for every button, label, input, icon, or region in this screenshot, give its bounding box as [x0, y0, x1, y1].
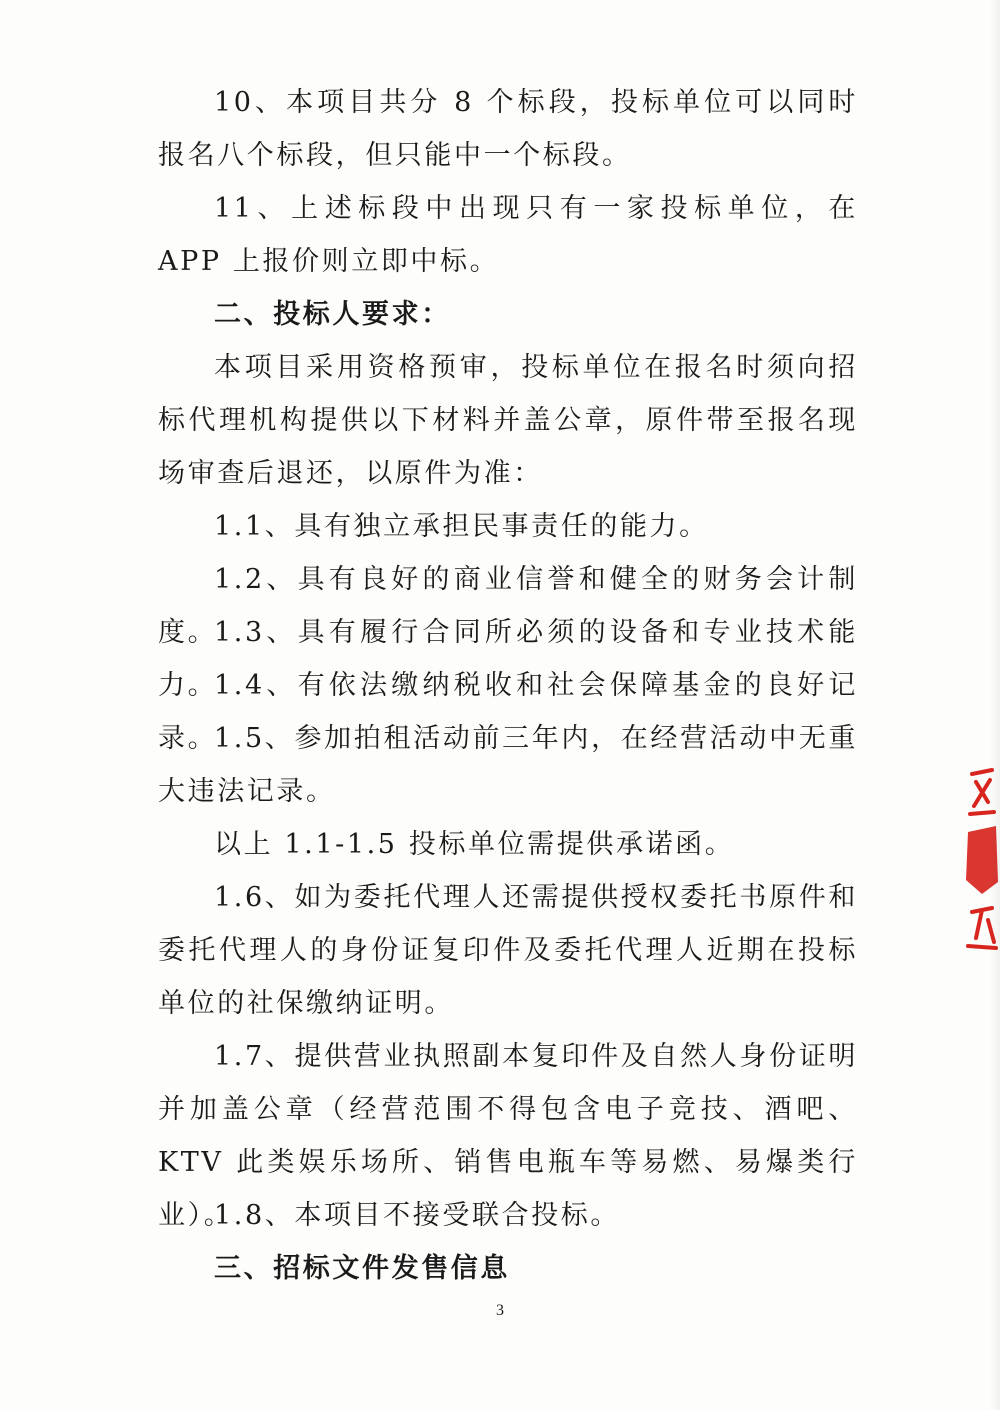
requirement-1-3: 1.3、具有履行合同所必须的设备和专业技术能力。 — [158, 617, 858, 701]
paragraph-prequalification: 本项目采用资格预审，投标单位在报名时须向招标代理机构提供以下材料并盖公章，原件带至报名现场审查后退还，以原件为准： — [158, 352, 858, 489]
requirement-1-8: 1.8、本项目不接受联合投标。 — [214, 1200, 620, 1231]
scan-edge-shadow — [990, 0, 1000, 1410]
requirement-1-4: 1.4、有依法缴纳税收和社会保障基金的良好记录。 — [158, 670, 858, 754]
commitment-letter-note: 以上 1.1-1.5 投标单位需提供承诺函。 — [214, 829, 735, 860]
paragraph-item-10: 10、本项目共分 8 个标段，投标单位可以同时报名八个标段，但只能中一个标段。 — [158, 87, 858, 171]
requirement-1-5: 1.5、参加拍租活动前三年内，在经营活动中无重大违法记录。 — [158, 723, 858, 807]
requirement-1-6: 1.6、如为委托代理人还需提供授权委托书原件和委托代理人的身份证复印件及委托代理人近期在投标单位的社保缴纳证明。 — [158, 882, 858, 1019]
requirement-1-7: 1.7、提供营业执照副本复印件及自然人身份证明并加盖公章（经营范围不得包含电子竞技、酒吧、KTV 此类娱乐场所、销售电瓶车等易燃、易爆类行业）。 — [158, 1041, 858, 1231]
paragraph-item-11: 11、上述标段中出现只有一家投标单位，在 APP 上报价则立即中标。 — [158, 193, 858, 277]
requirement-1-2: 1.2、具有良好的商业信誉和健全的财务会计制度。 — [158, 564, 858, 648]
page-number: 3 — [496, 1302, 504, 1319]
requirement-1-1: 1.1、具有独立承担民事责任的能力。 — [214, 511, 709, 542]
section-heading-bidder-requirements: 二、投标人要求： — [214, 299, 451, 330]
section-heading-tender-document-sale: 三、招标文件发售信息 — [214, 1253, 510, 1284]
